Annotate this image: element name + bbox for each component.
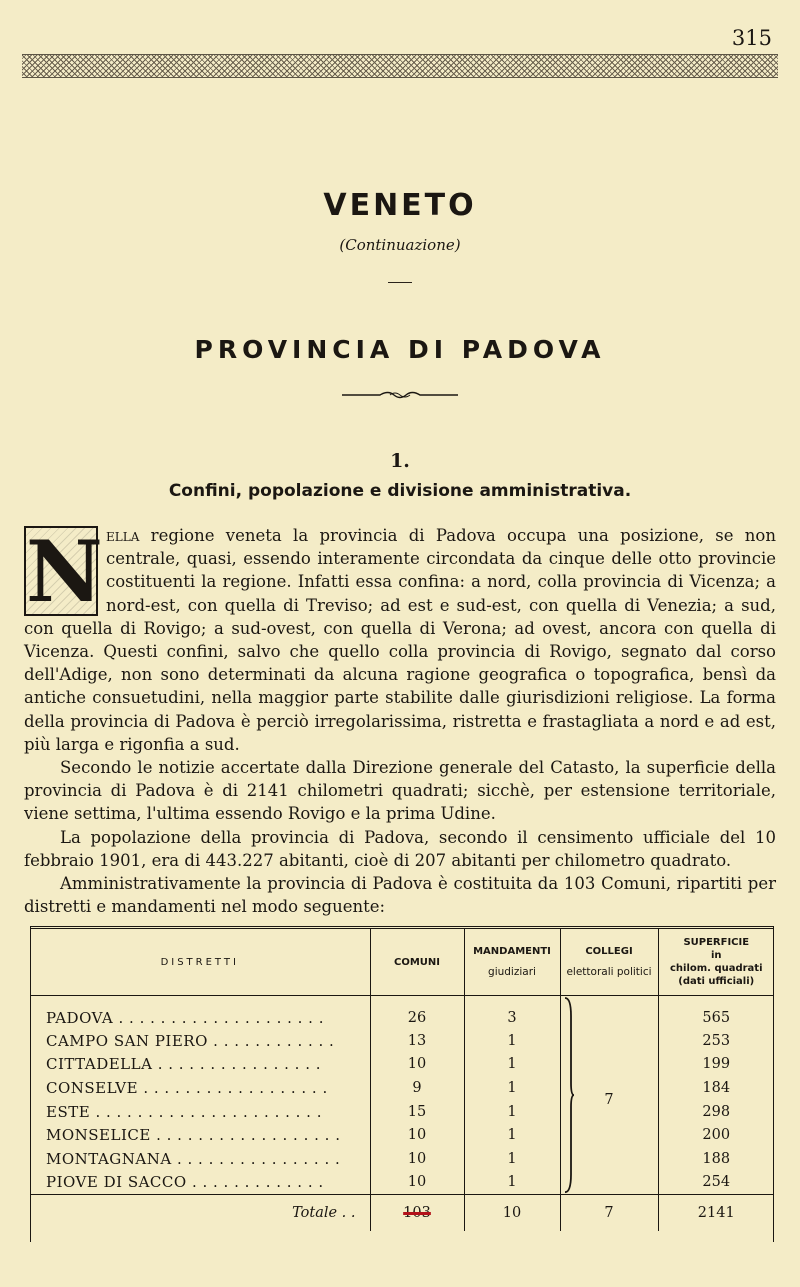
- cell-comuni: 10: [370, 1147, 464, 1171]
- region-title: VENETO: [323, 188, 477, 223]
- header-mandamenti: MANDAMENTI giudiziari: [464, 928, 560, 996]
- cell-comuni: 10: [370, 1053, 464, 1077]
- cell-comuni: 10: [370, 1123, 464, 1147]
- cell-distretto: MONSELICE . . . . . . . . . . . . . . . . . .: [46, 1126, 341, 1145]
- paragraph-4: Amministrativamente la provincia di Padova è costituita da 103 Comuni, ripartiti per distretti e mandamenti nel modo seguente:: [24, 874, 776, 917]
- table-row: [30, 1053, 774, 1077]
- header-comuni: COMUNI: [370, 928, 464, 996]
- brace-icon: [563, 996, 575, 1194]
- flourish-ornament: [340, 388, 460, 402]
- total-comuni-value: 103: [403, 1205, 431, 1222]
- paragraph-1-smallcaps: ella: [106, 526, 140, 545]
- paragraph-2: Secondo le notizie accertate dalla Direzione generale del Catasto, la superficie della provincia di Padova è di 2141 chilometri quadrati; sicchè, per estensione territoriale, viene settima, l'ultima essendo Rovigo e la prima Udine.: [24, 758, 776, 824]
- total-label: Totale . .: [30, 1195, 370, 1232]
- total-mandamenti: 10: [464, 1195, 560, 1232]
- cell-superficie: 254: [658, 1171, 774, 1195]
- province-title: PROVINCIA DI PADOVA: [194, 335, 606, 364]
- cell-mandamenti: 3: [464, 996, 560, 1030]
- cell-distretto: CAMPO SAN PIERO . . . . . . . . . . . .: [46, 1031, 335, 1050]
- cell-mandamenti: 1: [464, 1147, 560, 1171]
- table-row: [30, 1171, 774, 1195]
- cell-superficie: 253: [658, 1029, 774, 1053]
- cell-superficie: 565: [658, 996, 774, 1030]
- header-distretti: DISTRETTI: [30, 928, 370, 996]
- paragraph-1: [24, 524, 776, 756]
- cell-collegi-merged: [560, 996, 658, 1195]
- cell-comuni: 26: [370, 996, 464, 1030]
- table-row: [30, 1029, 774, 1053]
- cell-distretto: CITTADELLA . . . . . . . . . . . . . . . .: [46, 1055, 322, 1074]
- paragraph-1-text: regione veneta la provincia di Padova occupa una posizione, se non centrale, quasi, essendo interamente circondata da cinque delle otto provincie costituenti la regione. Infatti essa confina: a nord, colla provincia di Vicenza; a nord-est, con quella di Treviso; ad est e sud-est, con quella di Venezia; a sud, con quella di Rovigo; a sud-ovest, con quella di Verona; ad ovest, ancora con quella di Vicenza. Questi confini, salvo che quello colla provincia di Rovigo, segnato dal corso dell'Adige, non sono determinati da alcuna ragione geografica o topografica, bensì da antiche consuetudini, nella maggior parte stabilite dalle giurisdizioni religiose. La forma della provincia di Padova è perciò irregolarissima, ristretta e frastagliata a nord e ad est, più larga e rigonfia a sud.: [24, 526, 776, 754]
- cell-superficie: 199: [658, 1053, 774, 1077]
- table-total-row: [30, 1195, 774, 1232]
- cell-mandamenti: 1: [464, 1123, 560, 1147]
- cell-distretto: CONSELVE . . . . . . . . . . . . . . . . . .: [46, 1078, 328, 1097]
- header-superficie: SUPERFICIE in chilom. quadrati (dati ufficiali): [658, 928, 774, 996]
- drop-cap: N: [26, 522, 103, 621]
- cell-mandamenti: 1: [464, 1171, 560, 1195]
- collegi-value: 7: [604, 1092, 614, 1109]
- table-row: [30, 1147, 774, 1171]
- table-right-rule: [773, 926, 774, 1242]
- cell-mandamenti: 1: [464, 1053, 560, 1077]
- small-divider: [388, 282, 412, 283]
- cell-distretto: ESTE . . . . . . . . . . . . . . . . . . . . . .: [46, 1102, 322, 1121]
- page-number: 315: [731, 26, 772, 50]
- continuation-note: (Continuazione): [339, 236, 461, 254]
- cell-distretto: PADOVA . . . . . . . . . . . . . . . . . . . .: [46, 1008, 324, 1027]
- cell-superficie: 188: [658, 1147, 774, 1171]
- cell-distretto: PIOVE DI SACCO . . . . . . . . . . . . .: [46, 1173, 324, 1192]
- table-row: [30, 1100, 774, 1124]
- cell-superficie: 184: [658, 1076, 774, 1100]
- cell-mandamenti: 1: [464, 1100, 560, 1124]
- header-collegi: COLLEGI elettorali politici: [560, 928, 658, 996]
- cell-superficie: 298: [658, 1100, 774, 1124]
- districts-table: [30, 926, 774, 1231]
- total-superficie: 2141: [658, 1195, 774, 1232]
- table-row: [30, 996, 774, 1030]
- cell-comuni: 10: [370, 1171, 464, 1195]
- section-number: 1.: [390, 450, 410, 472]
- ornamental-header-band: [22, 54, 778, 78]
- cell-mandamenti: 1: [464, 1076, 560, 1100]
- paragraph-3: La popolazione della provincia di Padova, secondo il censimento ufficiale del 10 febbraio 1901, era di 443.227 abitanti, cioè di 207 abitanti per chilometro quadrato.: [24, 827, 776, 870]
- districts-table-wrapper: [30, 926, 774, 1242]
- cell-distretto: MONTAGNANA . . . . . . . . . . . . . . . .: [46, 1149, 341, 1168]
- cell-mandamenti: 1: [464, 1029, 560, 1053]
- total-collegi: 7: [560, 1195, 658, 1232]
- section-title: Confini, popolazione e divisione amministrativa.: [168, 481, 632, 501]
- cell-comuni: 9: [370, 1076, 464, 1100]
- table-left-rule: [30, 926, 31, 1242]
- total-comuni: [370, 1195, 464, 1232]
- table-header-row: [30, 928, 774, 996]
- body-text: [24, 524, 776, 918]
- cell-comuni: 13: [370, 1029, 464, 1053]
- cell-superficie: 200: [658, 1123, 774, 1147]
- cell-comuni: 15: [370, 1100, 464, 1124]
- table-row: [30, 1076, 774, 1100]
- table-row: [30, 1123, 774, 1147]
